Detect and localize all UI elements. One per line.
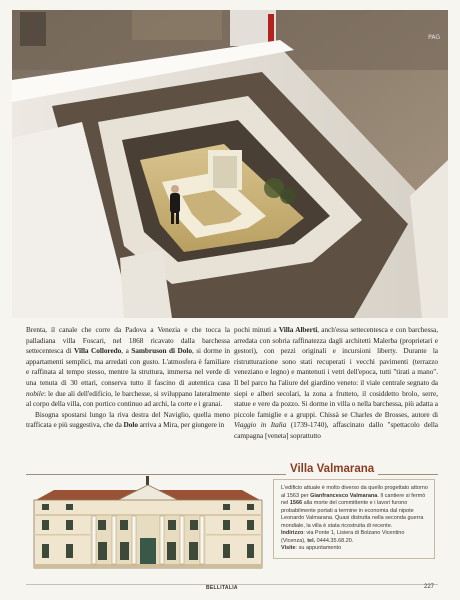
villa-info-box [273,479,435,559]
paragraph: Brenta, il canale che corre da Padova a Venezia e che tocca la palladiana villa Foscari, nel 1868 ricavato dalla barchessa settecentesca di Villa Colloredo, a Sambruson di Dolo, si dorme in appartamenti semplici, ma arredati con gusto. L'atmosfera è familiare e raffinata al tempo stesso, mentre la struttura, immersa nel verde di una tenuta di 30 ettari, conserva tutto il fascino di autentica casa nobile: le due ali dell'edificio, le barchesse, si sviluppano lateralmente al corpo della villa, con portico continuo ad archi, la corte e i granai. [26,325,230,409]
villa-address: Indirizzo: via Ponte 1, Lisiera di Bolzano Vicentino (Vicenza), tel. 0444.35.68.20. [281,530,405,544]
article-column-left [26,325,230,431]
villa-visits: Visite: su appuntamento [281,545,342,551]
paragraph: Bisogna spostarsi lungo la riva destra del Naviglio, quella meno trafficata e più suggestiva, che da Dolo arriva a Mira, per giungere in [26,409,230,430]
article-column-right [234,325,438,442]
villa-history: L'edificio attuale è molto diverso da quello progettato attorno al 1563 per Gianfrancesco Valmarana. Il cantiere si fermò nel 1566 alla morte del committente e i lavori furono probabilmente portati a termine in economia dal nipote Leonardo Valmarana. Quasi distrutta nella seconda guerra mondiale, la villa è stata ricostruita di recente. [281,485,428,529]
paragraph: pochi minuti a Villa Alberti, anch'essa settecentesca e con barchessa, arredata con sobria raffinatezza dagli architetti Malerba (proprietari e gestori), con pezzi originali e incursioni liberty. Durante la ristrutturazione sono stati recuperati i vecchi pavimenti (terrazzo veneziano e legno) e mantenuti i vetri dell'epoca, tutti "tirati a mano". Il bel parco ha l'aliure del giardino veneto: il viale centrale segnato da siepi e alberi secolari, la zona a frutteto, il cosiddetto brolo, serre, statue e vere da pozzo. Si dorme in villa o nella barchessa, più adatta a piccole famiglie e a gruppi. Chissà se Charles de Brosses, autore di Viaggio in Italia (1739-1740), affascinato dallo "spettacolo della campagna [veneta] soprattutto [234,325,438,440]
villa-facade-drawing [28,474,268,572]
page-number: 227 [423,584,434,590]
magazine-name: BELLITALIA [206,585,238,591]
villa-title: Villa Valmarana [286,463,378,475]
photo-badge: PAG [428,34,440,41]
stairwell-photo [12,10,448,318]
